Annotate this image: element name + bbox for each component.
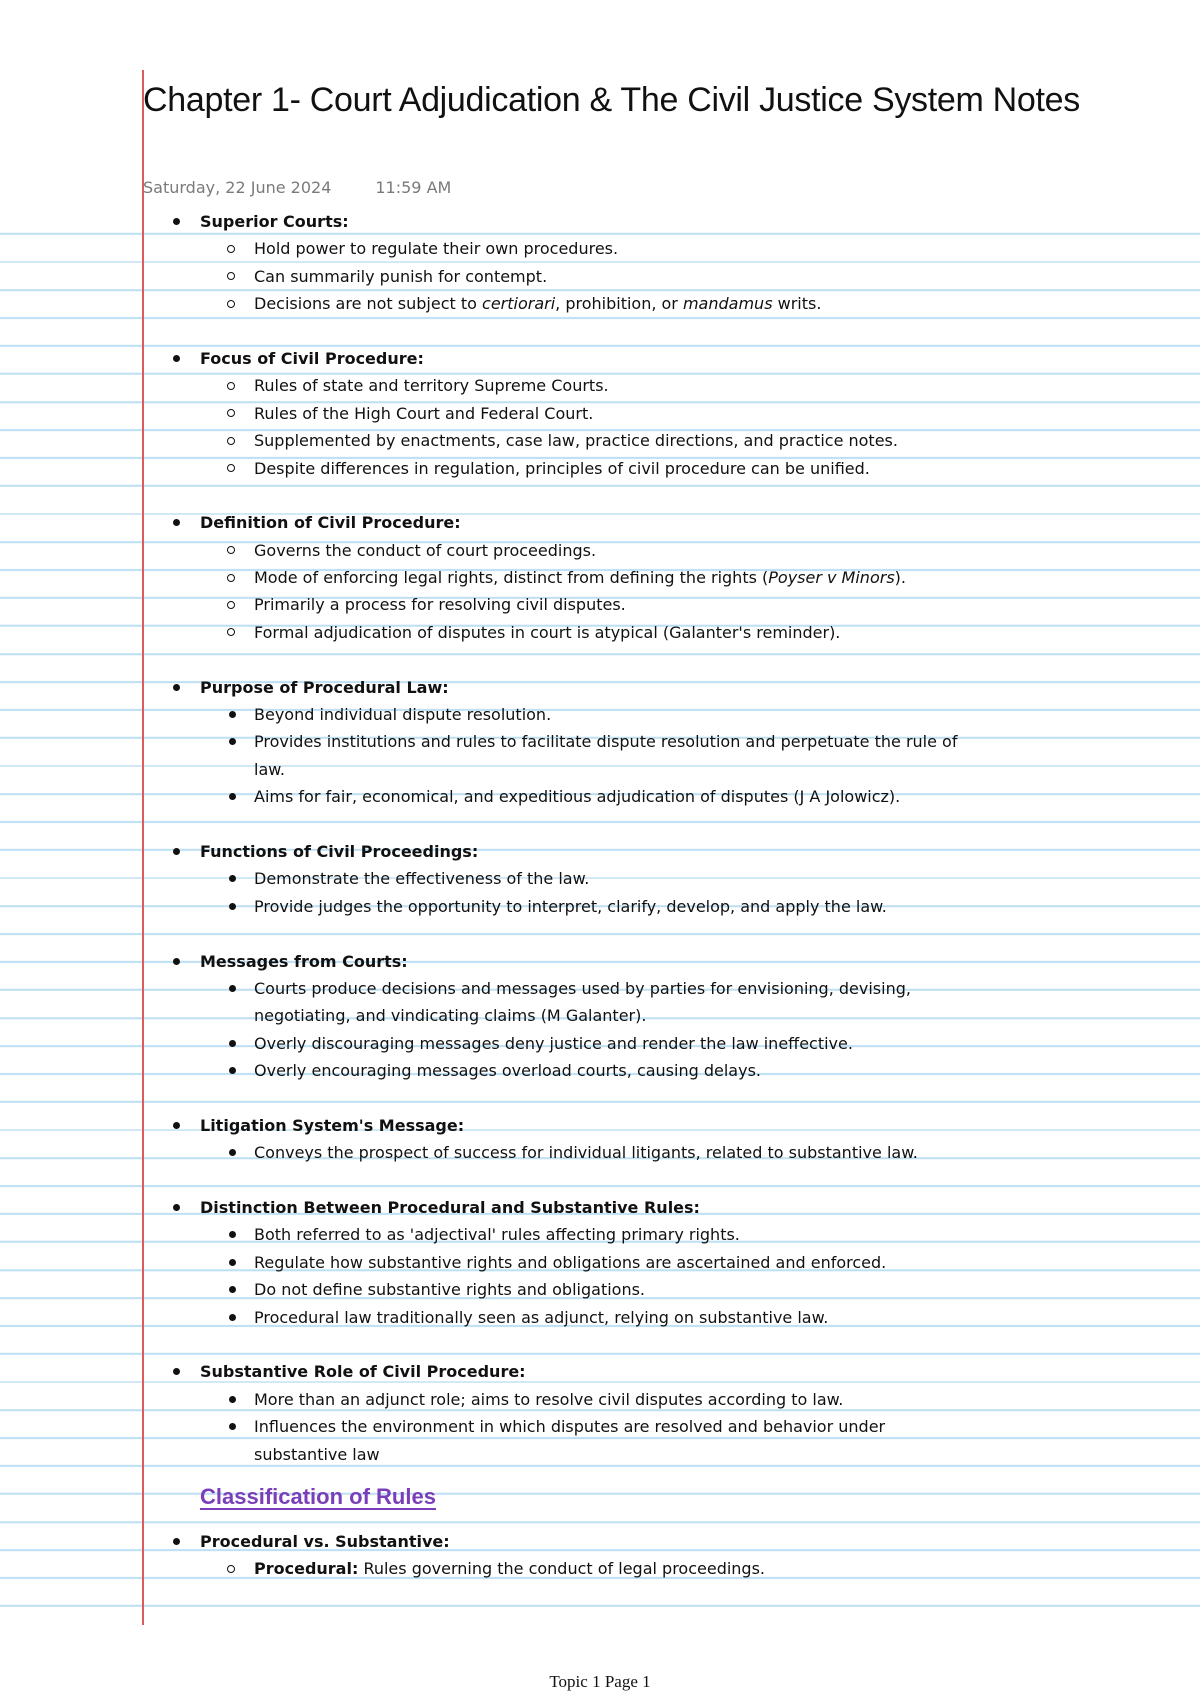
section-heading: Messages from Courts: (0, 948, 1200, 975)
list-item: Hold power to regulate their own procedures. (0, 235, 1200, 262)
list-item: Rules of the High Court and Federal Court. (0, 400, 1200, 427)
page-date: Saturday, 22 June 2024 (143, 178, 332, 197)
note-body (0, 208, 1200, 1583)
list-item: Rules of state and territory Supreme Courts. (0, 372, 1200, 399)
list-item: Courts produce decisions and messages used by parties for envisioning, devising, (0, 975, 1200, 1002)
list-item: Overly encouraging messages overload courts, causing delays. (0, 1057, 1200, 1084)
list-item: More than an adjunct role; aims to resolve civil disputes according to law. (0, 1386, 1200, 1413)
list-item: Primarily a process for resolving civil disputes. (0, 591, 1200, 618)
classification-heading: Classification of Rules (200, 1483, 436, 1509)
list-item: Formal adjudication of disputes in court is atypical (Galanter's reminder). (0, 619, 1200, 646)
page-meta (143, 178, 451, 197)
list-item-continuation: law. (254, 759, 285, 779)
section-heading: Distinction Between Procedural and Substantive Rules: (0, 1194, 1200, 1221)
list-item: Procedural law traditionally seen as adjunct, relying on substantive law. (0, 1304, 1200, 1331)
list-item: Decisions are not subject to certiorari, prohibition, or mandamus writs. (0, 290, 1200, 317)
list-item: Do not define substantive rights and obligations. (0, 1276, 1200, 1303)
section-heading: Functions of Civil Proceedings: (0, 838, 1200, 865)
page-footer: Topic 1 Page 1 (549, 1672, 651, 1691)
classification-heading-row (0, 1476, 1200, 1517)
list-item: Provides institutions and rules to facilitate dispute resolution and perpetuate the rule of (0, 728, 1200, 755)
list-item: Procedural: Rules governing the conduct of legal proceedings. (0, 1555, 1200, 1582)
list-item: Regulate how substantive rights and obligations are ascertained and enforced. (0, 1249, 1200, 1276)
list-item-continuation: negotiating, and vindicating claims (M Galanter). (254, 1006, 647, 1026)
list-item: Aims for fair, economical, and expeditious adjudication of disputes (J A Jolowicz). (0, 783, 1200, 810)
list-item: Influences the environment in which disputes are resolved and behavior under (0, 1413, 1200, 1440)
list-item: Mode of enforcing legal rights, distinct from defining the rights (Poyser v Minors). (0, 564, 1200, 591)
page-time: 11:59 AM (375, 178, 452, 197)
section-heading: Purpose of Procedural Law: (0, 674, 1200, 701)
list-item: Can summarily punish for contempt. (0, 263, 1200, 290)
list-item: Overly discouraging messages deny justice and render the law ineffective. (0, 1030, 1200, 1057)
list-item-continuation: substantive law (254, 1444, 380, 1464)
list-item: Supplemented by enactments, case law, practice directions, and practice notes. (0, 427, 1200, 454)
section-heading: Substantive Role of Civil Procedure: (0, 1358, 1200, 1385)
section-heading: Focus of Civil Procedure: (0, 345, 1200, 372)
list-item: Both referred to as 'adjectival' rules affecting primary rights. (0, 1221, 1200, 1248)
section-heading: Superior Courts: (0, 208, 1200, 235)
page-title: Chapter 1- Court Adjudication & The Civil Justice System Notes (143, 81, 1080, 119)
list-item: Despite differences in regulation, principles of civil procedure can be unified. (0, 455, 1200, 482)
list-item: Demonstrate the effectiveness of the law. (0, 865, 1200, 892)
section-heading: Definition of Civil Procedure: (0, 509, 1200, 536)
list-item: Beyond individual dispute resolution. (0, 701, 1200, 728)
section-heading: Litigation System's Message: (0, 1112, 1200, 1139)
list-item: Provide judges the opportunity to interpret, clarify, develop, and apply the law. (0, 893, 1200, 920)
list-item: Conveys the prospect of success for individual litigants, related to substantive law. (0, 1139, 1200, 1166)
section-heading: Procedural vs. Substantive: (0, 1528, 1200, 1555)
list-item: Governs the conduct of court proceedings. (0, 537, 1200, 564)
